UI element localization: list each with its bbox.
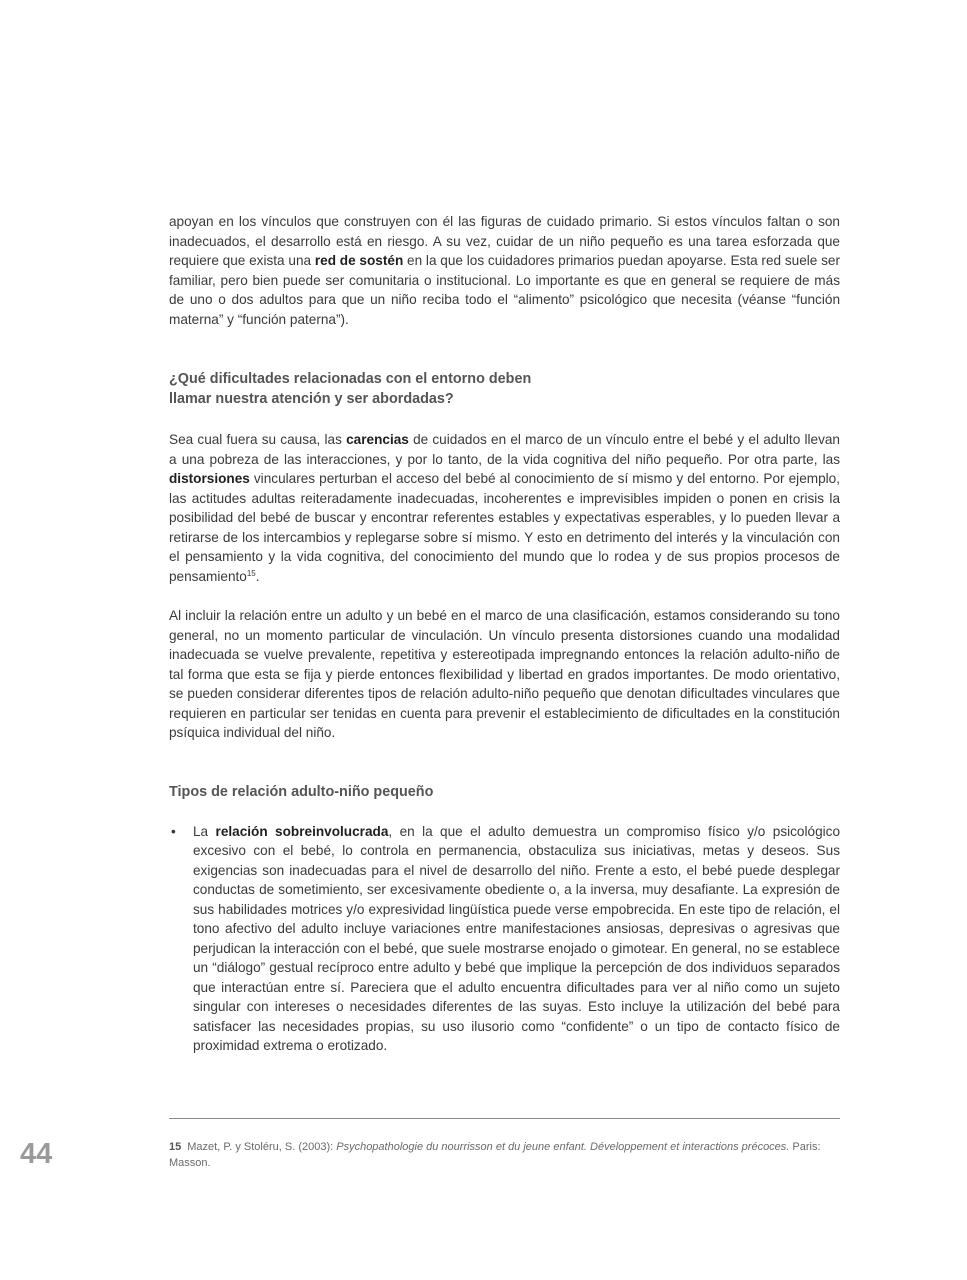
text-run: de cuidados en el marco de un vínculo entre el bebé y el adulto llevan a una pobreza de las interacciones, y por lo tanto, de la vida cognitiva del niño pequeño. Por otra parte, las xyxy=(169,432,840,467)
text-run: Mazet, P. y Stoléru, S. (2003): xyxy=(187,1141,337,1153)
main-text xyxy=(169,212,840,1056)
footnote-ref[interactable]: 15 xyxy=(246,568,256,578)
book-title: Psychopathologie du nourrisson et du jeune enfant. Développement et interactions précoces. xyxy=(336,1141,790,1153)
footnote-divider xyxy=(169,1118,840,1119)
text-run: La xyxy=(193,823,216,839)
text-run: Paris: Masson. xyxy=(169,1141,821,1169)
bold-term: distorsiones xyxy=(169,471,250,486)
footnote-number: 15 xyxy=(169,1141,182,1153)
paragraph-clasificacion: Al incluir la relación entre un adulto y un bebé en el marco de una clasificación, estamos considerando su tono general, no un momento particular de vinculación. Un vínculo presenta distorsiones cuando una modalidad inadecuada se vuelve prevalente, repetitiva y estereotipada impregnando entonces la relación adulto-niño de tal forma que esta se fija y pierde entonces flexibilidad y libertad en grados importantes. De modo orientativo, se pueden considerar diferentes tipos de relación adulto-niño pequeño que denotan dificultades vinculares que requieren en particular ser tenidas en cuenta para prevenir el establecimiento de dificultades en la constitución psíquica individual del niño. xyxy=(169,608,840,740)
bold-term: carencias xyxy=(346,432,409,447)
heading-line: ¿Qué dificultades relacionadas con el entorno deben xyxy=(169,371,532,387)
relation-type-list xyxy=(169,822,840,1056)
list-item xyxy=(169,822,840,1056)
footnote xyxy=(169,1139,840,1171)
heading-line: llamar nuestra atención y ser abordadas? xyxy=(169,391,454,407)
page-number: 44 xyxy=(20,1138,53,1170)
section-heading xyxy=(169,369,840,409)
text-run: , en la que el adulto demuestra un compromiso físico y/o psicológico excesivo con el bebé, lo controla en permanencia, obstaculiza sus iniciativas, metas y deseos. Sus exigencias son inadecuadas para el nivel de desarrollo del niño. Frente a esto, el bebé puede desplegar conductas de sometimiento, ser excesivamente obediente o, a la inversa, muy desafiante. La expresión de sus habilidades motrices y/o expresividad lingüística puede verse empobrecida. En este tipo de relación, el tono afectivo del adulto incluye variaciones entre manifestaciones ansiosas, depresivas o agresivas que perjudican la interacción con el bebé, que suele mostrarse enojado o gimotear. En general, no se establece un “diálogo” gestual recíproco entre adulto y bebé que implique la percepción de dos individuos separados que interactúan entre sí. Pareciera que el adulto encuentra dificultades para ver al niño como un sujeto singular con intereses o necesidades diferentes de las suyas. Esto incluye la utilización del bebé para satisfacer las necesidades propias, su uso ilusorio como “confidente” o un tipo de contacto físico de proximidad extrema o erotizado. xyxy=(193,823,841,1053)
paragraph-red-de-sosten xyxy=(169,212,840,329)
text-run: Sea cual fuera su causa, las xyxy=(169,432,347,447)
subsection-heading: Tipos de relación adulto-niño pequeño xyxy=(169,783,434,800)
bold-term: relación sobreinvolucrada xyxy=(215,823,389,839)
text-run: en la que los cuidadores primarios puedan apoyarse. Esta red suele ser familiar, pero bien puede ser comunitaria o institucional. Lo importante es que en general se requiere de más de uno o dos adultos para que un niño reciba todo el “alimento” psicológico que necesita (véanse “función materna” y “función paterna”). xyxy=(169,253,841,327)
text-run: . xyxy=(255,568,260,584)
bold-term: red de sostén xyxy=(314,253,404,268)
paragraph-carencias xyxy=(169,430,840,586)
text-run: vinculares perturban el acceso del bebé al conocimiento de sí mismo y del entorno. Por ejemplo, las actitudes adultas reiteradamente inadecuadas, incoherentes e imprevisibles impiden o ponen en crisis la posibilidad del bebé de buscar y encontrar referentes estables y expectativas esperables, y lo pueden llevar a retirarse de los intercambios y replegarse sobre sí mismo. Y esto en detrimento del interés y la vinculación con el pensamiento y la vida cognitiva, del conocimiento del mundo que lo rodea y de sus propios procesos de pensamiento xyxy=(169,471,840,584)
text-run: apoyan en los vínculos que construyen con él las figuras de cuidado primario. Si estos vínculos faltan o son inadecuados, el desarrollo está en riesgo. A su vez, cuidar de un niño pequeño es una tarea esforzada que requiere que exista una xyxy=(169,214,840,268)
bullet-icon: • xyxy=(171,823,176,839)
